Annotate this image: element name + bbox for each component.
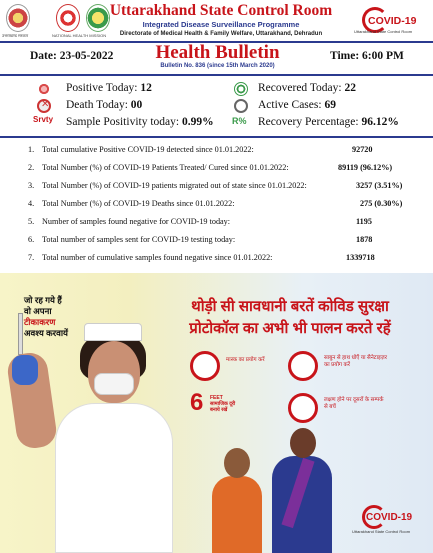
list-item-text: Total cumulative Positive COVID-19 detected since 01.01.2022: <box>42 145 254 154</box>
stat-sample-positivity <box>66 116 214 128</box>
stat-recovered-today <box>258 82 356 94</box>
list-item-value: 89119 (96.12%) <box>338 163 393 172</box>
list-item-text: Number of samples found negative for COVID-19 today: <box>42 217 231 226</box>
list-item-number: 1. <box>28 145 35 154</box>
stat-value: 0.99% <box>181 116 214 128</box>
poster-left-line: अवश्य करवायें <box>24 328 68 338</box>
poster-left-line: वो अपना <box>24 306 52 316</box>
stat-value: 22 <box>344 82 356 94</box>
syringe-icon <box>18 313 23 355</box>
poster-headline: थोड़ी सी सावधानी बरतें कोविड सुरक्षा <box>191 298 389 315</box>
social-distance-icon <box>190 389 236 416</box>
list-item-value: 275 (0.30%) <box>360 199 403 208</box>
list-item-value: 3257 (3.51%) <box>356 181 403 190</box>
stat-positive-today <box>66 82 152 94</box>
rule-mask-text: मास्क का प्रयोग करें <box>226 357 265 363</box>
poster-left-line: जो रह गये हैं <box>24 295 62 305</box>
stat-label: Death Today: <box>66 99 128 111</box>
stat-label: Active Cases: <box>258 99 322 111</box>
bulletin-number: Bulletin No. 836 (since 15th March 2020) <box>160 63 275 69</box>
health-worker-illustration <box>262 428 332 553</box>
virus-positive-icon <box>37 82 51 96</box>
list-item-number: 5. <box>28 217 35 226</box>
nhm-logo-icon <box>56 4 80 32</box>
list-item-text: Total Number (%) of COVID-19 patients migrated out of state since 01.01.2022: <box>42 181 307 190</box>
stat-value: 00 <box>130 99 143 111</box>
list-item-value: 1878 <box>356 235 373 244</box>
list-item-text: Total Number (%) of COVID-19 Patients Treated/ Cured since 01.01.2022: <box>42 163 289 172</box>
list-item-value: 1339718 <box>346 253 375 262</box>
poster-covid-sub: Uttarakhand State Control Room <box>352 529 411 534</box>
list-item-number: 6. <box>28 235 35 244</box>
face-mask-icon <box>94 373 134 395</box>
stat-value: 12 <box>140 82 152 94</box>
list-item-text: Total Number (%) of COVID-19 Deaths since 01.01.2022: <box>42 199 235 208</box>
bulletin-date: Date: 23-05-2022 <box>30 50 114 62</box>
divider <box>0 74 433 76</box>
nurse-illustration <box>55 403 173 553</box>
woman-illustration <box>212 448 260 553</box>
stat-label: Sample Positivity today: <box>66 116 180 128</box>
list-item-text: Total number of samples sent for COVID-19 testing today: <box>42 235 236 244</box>
poster-left-line: टीकाकरण <box>24 317 56 327</box>
poster-left-text <box>24 295 68 339</box>
virus-active-icon <box>234 99 248 113</box>
poster-covid-text: COVID-19 <box>366 512 413 523</box>
vaccination-poster <box>0 273 433 553</box>
worker-head <box>290 428 316 458</box>
stat-value: 96.12% <box>361 116 399 128</box>
header <box>0 0 433 40</box>
woman-body <box>212 476 262 553</box>
list-item-text: Total number of cumulative samples found negative since 01.01.2022: <box>42 253 273 262</box>
hand-wash-icon <box>288 351 318 381</box>
stat-recovery-percentage <box>258 116 399 128</box>
covid-logo-sub: Uttarakhand State Control Room <box>354 29 413 34</box>
logo2-caption: NATIONAL HEALTH MISSION <box>52 33 107 38</box>
nurse-cap <box>84 323 142 341</box>
list-item-number: 4. <box>28 199 35 208</box>
directorate-name: Directorate of Medical Health & Family Welfare, Uttarakhand, Dehradun <box>119 31 323 37</box>
virus-recovered-icon <box>234 82 248 96</box>
feet-number: 6 <box>190 389 204 416</box>
list-item-number: 3. <box>28 181 35 190</box>
list-item-number: 2. <box>28 163 35 172</box>
stat-value: 69 <box>324 99 336 111</box>
woman-head <box>224 448 250 478</box>
protocol-rules <box>182 343 420 435</box>
covid-logo-text: COVID-19 <box>368 15 417 27</box>
list-item-number: 7. <box>28 253 35 262</box>
bulletin-title: Health Bulletin <box>155 42 280 63</box>
header-title-block <box>106 2 336 38</box>
poster-headline: प्रोटोकॉल का अभी भी पालन करते रहें <box>189 320 391 337</box>
stat-death-today <box>66 99 142 111</box>
stat-label: Positive Today: <box>66 82 138 94</box>
stat-active-cases <box>258 99 336 111</box>
poster-covid-logo <box>352 505 422 545</box>
rule-symptoms-text: लक्षण होने पर दूसरों के सम्पर्क से बचें <box>324 397 384 410</box>
stat-label: Recovered Today: <box>258 82 342 94</box>
feet-text: FEET सामाजिक दूरी बनाये रखें <box>210 395 236 413</box>
list-item-value: 1195 <box>356 217 372 226</box>
bulletin-time: Time: 6:00 PM <box>330 50 404 62</box>
logo1-caption: उत्तराखण्ड सरकार <box>2 33 29 38</box>
mask-person-icon <box>190 351 220 381</box>
positivity-icon: Srvty <box>33 115 54 124</box>
page-title: Uttarakhand State Control Room <box>109 2 333 19</box>
home-isolation-icon <box>288 393 318 423</box>
recovery-icon: R% <box>232 116 247 126</box>
virus-death-icon <box>37 99 51 113</box>
divider <box>0 136 433 138</box>
glove-icon <box>12 355 38 385</box>
covid-logo <box>354 7 426 35</box>
stat-label: Recovery Percentage: <box>258 116 359 128</box>
list-item-value: 92720 <box>352 145 373 154</box>
rule-handwash-text: साबुन से हाथ धोएँ या सैनेटाइज़र का प्रयोग करें <box>324 355 388 368</box>
programme-name: Integrated Disease Surveillance Programme <box>142 20 300 29</box>
uttarakhand-govt-logo-icon <box>6 4 30 32</box>
